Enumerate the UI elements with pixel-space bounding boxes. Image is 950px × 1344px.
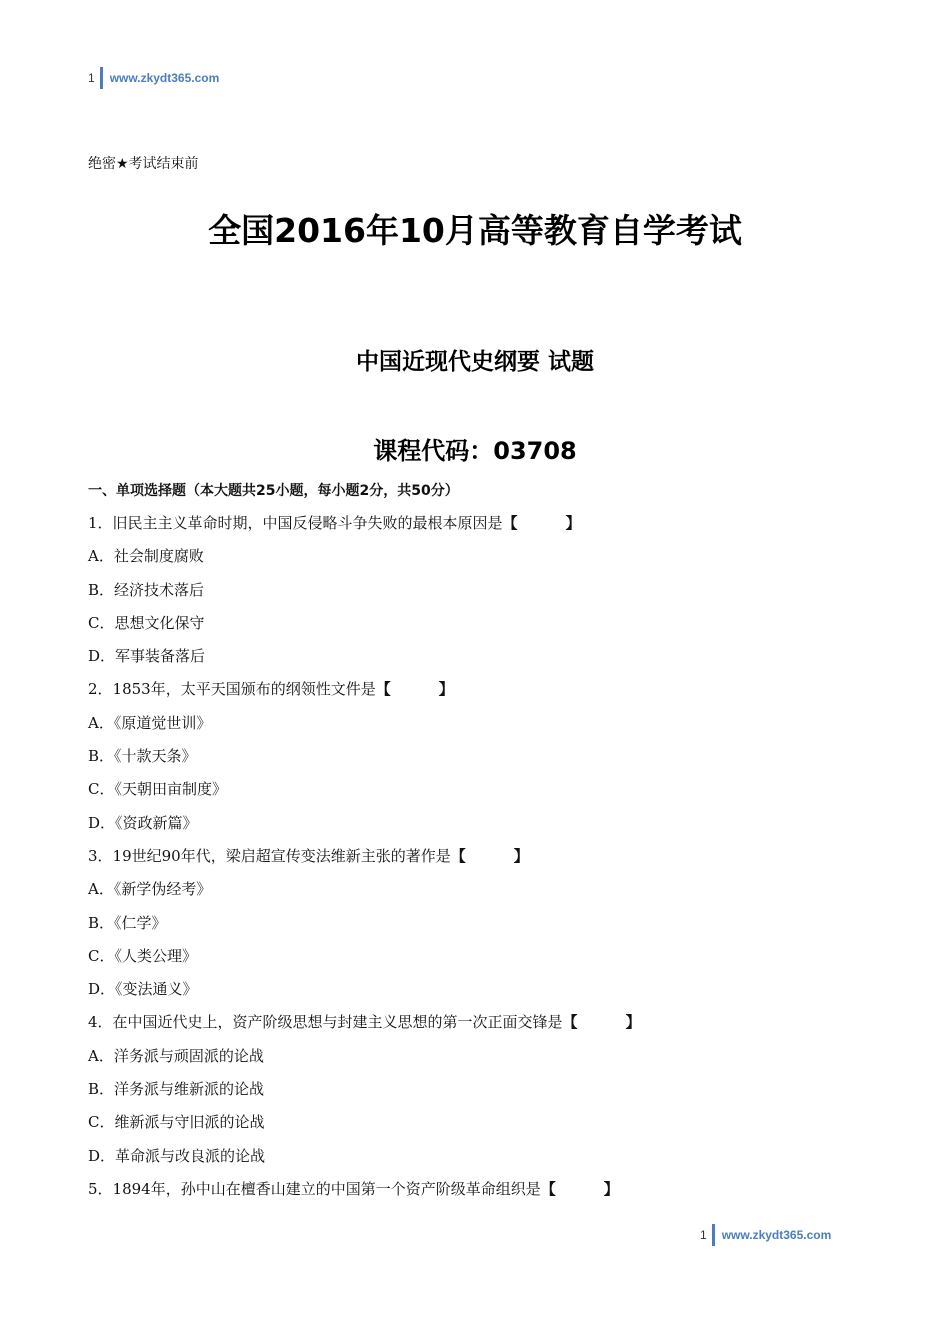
header-site-link[interactable]: www.zkydt365.com	[109, 71, 220, 85]
answer-bracket-open: 【	[375, 680, 391, 699]
answer-option: D．军事装备落后	[88, 647, 206, 666]
answer-bracket-close: 】	[603, 1179, 619, 1198]
page-header	[88, 67, 219, 89]
answer-option: B．《仁学》	[88, 913, 167, 932]
answer-option: D．《变法通义》	[88, 980, 198, 999]
question-text: 4．在中国近代史上，资产阶级思想与封建主义思想的第一次正面交锋是	[88, 1013, 563, 1032]
question-text: 5．1894年，孙中山在檀香山建立的中国第一个资产阶级革命组织是	[88, 1179, 541, 1198]
header-divider	[100, 67, 103, 89]
question-stem	[88, 512, 888, 545]
answer-option: A．洋务派与顽固派的论战	[88, 1046, 264, 1065]
question-stem	[88, 678, 888, 711]
subject-title: 中国近现代史纲要 试题	[355, 349, 594, 375]
answer-bracket-close: 】	[438, 680, 454, 699]
course-code: 课程代码：03708	[373, 437, 577, 465]
answer-bracket-open: 【	[450, 846, 466, 865]
footer-site-link[interactable]: www.zkydt365.com	[721, 1228, 832, 1242]
footer-divider	[712, 1224, 715, 1246]
page-footer	[700, 1224, 831, 1246]
question-text: 3．19世纪90年代，梁启超宣传变法维新主张的著作是	[88, 846, 451, 865]
answer-option: B．洋务派与维新派的论战	[88, 1080, 265, 1099]
answer-bracket-close: 】	[513, 846, 529, 865]
footer-page-number: 1	[700, 1228, 707, 1242]
answer-bracket-close: 】	[565, 514, 581, 532]
question-stem	[88, 845, 888, 878]
answer-bracket-open: 【	[502, 514, 518, 532]
answer-option: A．《原道觉世训》	[88, 713, 212, 732]
answer-option: C．维新派与守旧派的论战	[88, 1113, 265, 1132]
section-heading: 一、单项选择题（本大题共25小题，每小题2分，共50分）	[88, 483, 459, 499]
question-list	[88, 512, 888, 1211]
header-page-number: 1	[88, 71, 95, 85]
answer-option: C．《天朝田亩制度》	[88, 780, 227, 799]
answer-option: B．《十款天条》	[88, 747, 197, 766]
answer-option: A．社会制度腐败	[88, 547, 204, 566]
question-stem	[88, 1011, 888, 1044]
answer-option: C．《人类公理》	[88, 946, 197, 965]
answer-option: C．思想文化保守	[88, 613, 205, 632]
answer-bracket-open: 【	[540, 1179, 556, 1198]
answer-option: B．经济技术落后	[88, 580, 205, 599]
confidential-label: 绝密★考试结束前	[88, 156, 199, 172]
answer-option: A．《新学伪经考》	[88, 880, 212, 899]
question-stem	[88, 1178, 888, 1211]
answer-option: D．《资政新篇》	[88, 813, 198, 832]
exam-title: 全国2016年10月高等教育自学考试	[208, 211, 742, 250]
answer-option: D．革命派与改良派的论战	[88, 1146, 266, 1165]
answer-bracket-open: 【	[562, 1013, 578, 1032]
answer-bracket-close: 】	[625, 1013, 641, 1032]
question-text: 1．旧民主主义革命时期，中国反侵略斗争失败的最根本原因是	[88, 514, 503, 532]
question-text: 2．1853年，太平天国颁布的纲领性文件是	[88, 680, 376, 699]
